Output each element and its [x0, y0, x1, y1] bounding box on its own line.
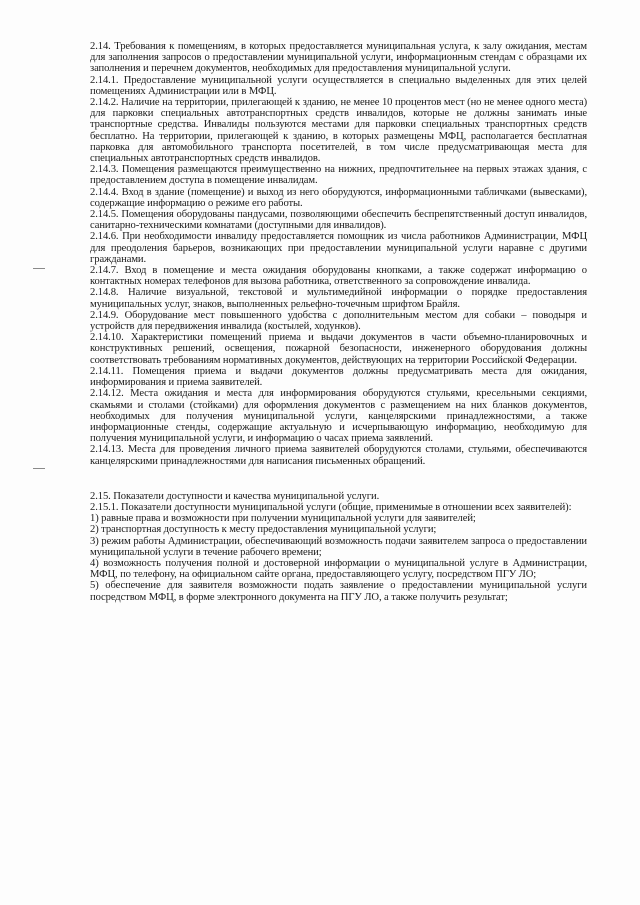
paragraph-2-14-9: 2.14.9. Оборудование мест повышенного удобства с дополнительным местом для собаки – поводыря и устройств для передвижения инвалида (костылей, ходунков). — [90, 309, 587, 333]
list-item-5: 5) обеспечение для заявителя возможности подать заявление о предоставлении муниципальной услуги посредством МФЦ, в форме электронного документа на ПГУ ЛО, а также получить результат; — [90, 580, 587, 603]
paragraph-2-14-1: 2.14.1. Предоставление муниципальной услуги осуществляется в специально выделенных для этих целей помещениях Администрации или в МФЦ. — [90, 74, 587, 97]
list-item-2: 2) транспортная доступность к месту предоставления муниципальной услуги; — [90, 524, 437, 536]
list-item-1: 1) равные права и возможности при получении муниципальной услуги для заявителей; — [90, 513, 476, 525]
paragraph-2-14-6: 2.14.6. При необходимости инвалиду предоставляется помощник из числа работников Администрации, МФЦ для преодоления барьеров, возникающих при предоставлении муниципальной услуги наравне с другими гражданами. — [90, 231, 587, 265]
paragraph-2-14-3: 2.14.3. Помещения размещаются преимущественно на нижних, предпочтительнее на первых этажах здания, с предоставлением доступа в помещение инвалидам. — [90, 164, 587, 187]
paragraph-2-14-4: 2.14.4. Вход в здание (помещение) и выход из него оборудуются, информационными табличками (вывесками), содержащие информацию о режиме его работы. — [90, 186, 587, 209]
margin-mark — [33, 268, 45, 269]
paragraph-2-14-11: 2.14.11. Помещения приема и выдачи документов должны предусматривать места для ожидания, информирования и приема заявителей. — [90, 365, 587, 389]
paragraph-2-14-10: 2.14.10. Характеристики помещений приема и выдачи документов в части объемно-планировочных и конструктивных решений, освещения, пожарной безопасности, инженерного оборудования должны соответствовать требованиям нормативных документов, действующих на территории Российской Федерации. — [90, 332, 587, 366]
paragraph-2-14-2: 2.14.2. Наличие на территории, прилегающей к зданию, не менее 10 процентов мест (но не менее одного места) для парковки специальных автотранспортных средств инвалидов, которые не должны занимать иные транспортные средства. Инвалиды пользуются местами для парковки специальных транспортных средств бесплатно. На территории, прилегающей к зданию, в которых размещены МФЦ, располагается бесплатная парковка для автомобильного транспорта посетителей, в том числе предусматривающая места для специальных автотранспортных средств инвалидов. — [90, 97, 587, 165]
paragraph-2-14: 2.14. Требования к помещениям, в которых предоставляется муниципальная услуга, к залу ожидания, местам для заполнения запросов о предоставлении муниципальной услуги, информационным стендам с образцами их заполнения и перечнем документов, необходимых для предоставления муниципальной услуги. — [90, 41, 587, 75]
paragraph-2-15-1: 2.15.1. Показатели доступности муниципальной услуги (общие, применимые в отношении всех заявителей): — [90, 501, 572, 513]
paragraph-2-14-12: 2.14.12. Места ожидания и места для информирования оборудуются стульями, кресельными секциями, скамьями и столами (стойками) для оформления документов с размещением на них бланков документов, необходимых для получения муниципальной услуги, канцелярскими принадлежностями, а также информационные стенды, содержащие актуальную и исчерпывающую информацию, необходимую для получения муниципальной услуги, и информацию о часах приема заявлений. — [90, 388, 587, 445]
paragraph-2-14-13: 2.14.13. Места для проведения личного приема заявителей оборудуются столами, стульями, обеспечиваются канцелярскими принадлежностями для написания письменных обращений. — [90, 444, 587, 467]
list-item-3: 3) режим работы Администрации, обеспечивающий возможность подачи заявителем запроса о предоставлении муниципальной услуги в течение рабочего времени; — [90, 535, 587, 558]
margin-mark — [33, 468, 45, 469]
paragraph-2-14-5: 2.14.5. Помещения оборудованы пандусами, позволяющими обеспечить беспрепятственный доступ инвалидов, санитарно-техническими комнатами (доступными для инвалидов). — [90, 209, 587, 232]
list-item-4: 4) возможность получения полной и достоверной информации о муниципальной услуге в Администрации, МФЦ, по телефону, на официальном сайте органа, предоставляющего услугу, посредством ПГУ ЛО; — [90, 557, 587, 581]
paragraph-2-14-8: 2.14.8. Наличие визуальной, текстовой и мультимедийной информации о порядке предоставления муниципальных услуг, знаков, выполненных рельефно-точечным шрифтом Брайля. — [90, 287, 587, 310]
section-heading-2-15: 2.15. Показатели доступности и качества муниципальной услуги. — [90, 490, 380, 502]
paragraph-2-14-7: 2.14.7. Вход в помещение и места ожидания оборудованы кнопками, а также содержат информацию о контактных номерах телефонов для вызова работника, ответственного за сопровождение инвалида. — [90, 265, 587, 288]
document-body — [90, 41, 587, 603]
